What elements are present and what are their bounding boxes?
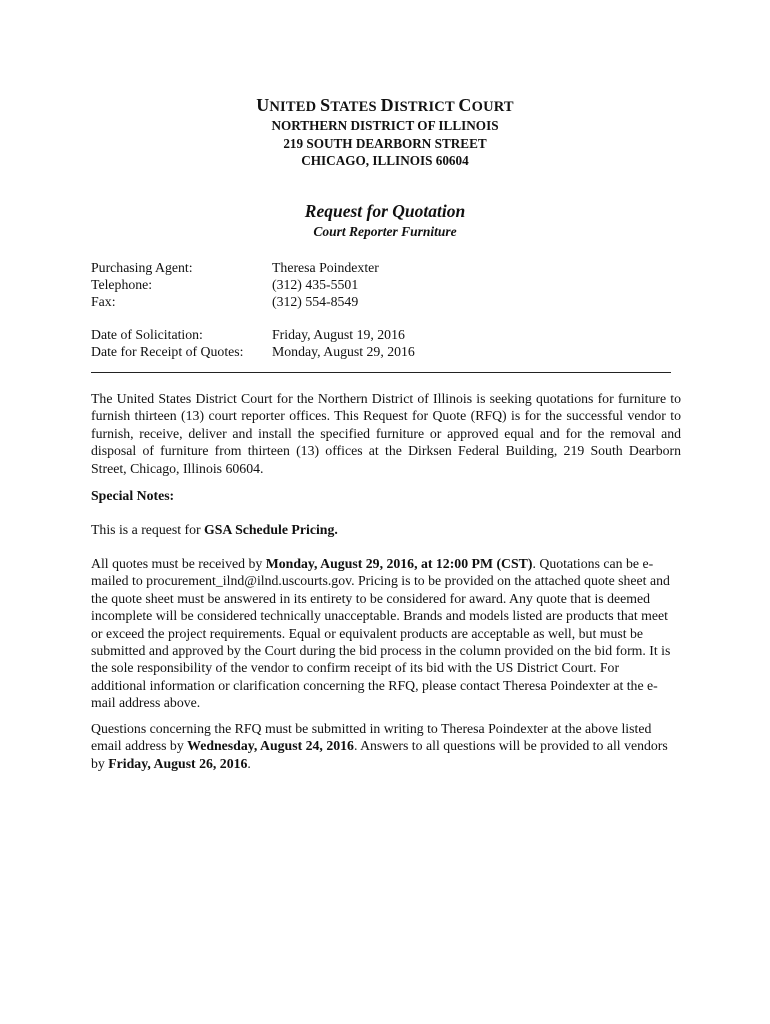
quotes-paragraph (91, 555, 681, 712)
phone-value: (312) 435-5501 (272, 277, 359, 292)
district-line: NORTHERN DISTRICT OF ILLINOIS (271, 118, 499, 133)
solicitation-date-value: Friday, August 19, 2016 (272, 327, 405, 342)
quotes-line-1: All quotes must be received by Monday, August 29, 2016, at 12:00 PM (CST). Quotations can be e- (91, 556, 654, 571)
quotes-line-4: incomplete will be considered technically unacceptable. Brands and models listed are products that meet (91, 608, 668, 624)
fax-value: (312) 554-8549 (272, 294, 359, 309)
intro-paragraph: The United States District Court for the Northern District of Illinois is seeking quotations for furniture to furnish thirteen (13) court reporter offices. This Request for Quote (RFQ) is for the successful vendor to furnish, receive, deliver and install the specified furniture or approved equal and for the removal and disposal of furniture from thirteen (13) offices at the Dirksen Federal Building, 219 South Dearborn Street, Chicago, Illinois 60604. (91, 391, 681, 476)
quotes-line-9: mail address above. (91, 695, 201, 711)
agent-label: Purchasing Agent: (91, 260, 193, 275)
court-title: UNITED STATES DISTRICT COURT (256, 95, 514, 115)
phone-label: Telephone: (91, 277, 153, 292)
questions-line-1: Questions concerning the RFQ must be submitted in writing to Theresa Poindexter at the above listed (91, 721, 652, 736)
quotes-line-6: submitted and approved by the Court during the bid process in the column provided on the bid form. It is (91, 643, 671, 659)
street-line: 219 SOUTH DEARBORN STREET (283, 136, 487, 151)
questions-line-3: by Friday, August 26, 2016. (91, 755, 251, 771)
special-notes-heading: Special Notes: (91, 488, 175, 503)
quotes-line-5: or exceed the project requirements. Equal or equivalent products are acceptable as well, but must be (91, 625, 644, 641)
quotes-line-8: additional information or clarification concerning the RFQ, please contact Theresa Poindexter at the e- (91, 677, 658, 693)
agent-value: Theresa Poindexter (272, 260, 379, 275)
receipt-date-label: Date for Receipt of Quotes: (91, 344, 244, 359)
gsa-paragraph: This is a request for GSA Schedule Pricing. (91, 522, 338, 537)
city-line: CHICAGO, ILLINOIS 60604 (301, 153, 469, 168)
questions-paragraph (91, 720, 681, 772)
rfq-title: Request for Quotation (304, 201, 466, 221)
receipt-date-value: Monday, August 29, 2016 (272, 344, 415, 359)
divider (91, 372, 671, 373)
quotes-line-3: the quote sheet must be answered in its entirety to be considered for award. Any quote that is deemed (91, 590, 650, 606)
fax-label: Fax: (91, 294, 116, 309)
quotes-line-2: mailed to procurement_ilnd@ilnd.uscourts.gov. Pricing is to be provided on the attached quote sheet and (91, 573, 670, 589)
solicitation-date-label: Date of Solicitation: (91, 327, 203, 342)
quotes-line-7: the sole responsibility of the vendor to confirm receipt of its bid with the US District Court. For (91, 660, 620, 676)
questions-line-2: email address by Wednesday, August 24, 2016. Answers to all questions will be provided to all vendors (91, 738, 668, 754)
rfq-subtitle: Court Reporter Furniture (313, 224, 457, 239)
